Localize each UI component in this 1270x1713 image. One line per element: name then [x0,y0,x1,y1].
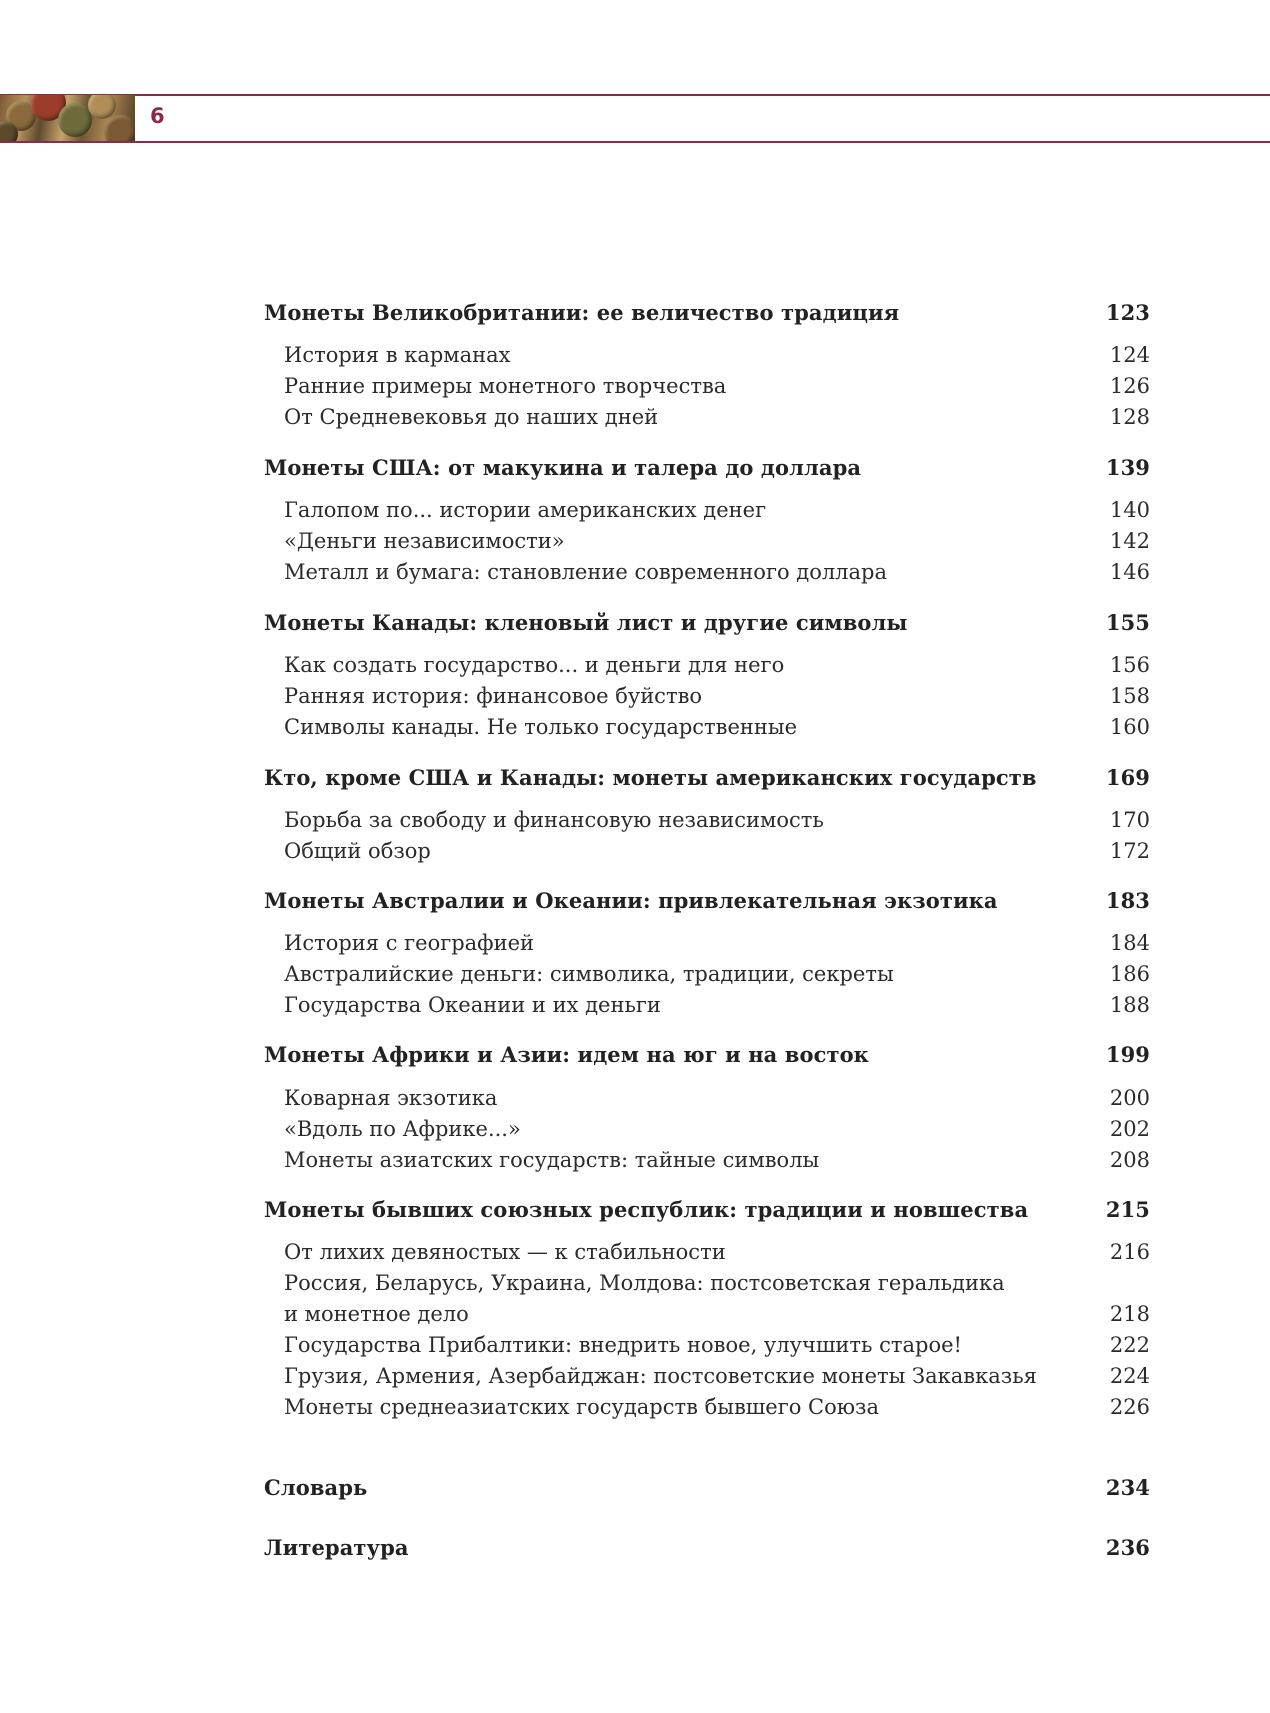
toc-chapter-entry[interactable] [264,888,1150,918]
toc-entry-title: Как создать государство... и деньги для него [284,653,785,677]
toc-entry-title: Россия, Беларусь, Украина, Молдова: постсоветская геральдика [284,1271,1005,1295]
toc-entry-page: 208 [1109,1148,1150,1172]
toc-entry-page: 128 [1109,405,1150,429]
toc-entry-title: История с географией [284,931,535,955]
toc-entry-page: 236 [1105,1535,1150,1560]
toc-entry-title: История в карманах [284,343,511,367]
toc-entry-page: 199 [1105,1042,1150,1067]
toc-entry-page: 123 [1105,300,1150,325]
toc-entry-title: Монеты США: от макукина и талера до доллара [264,455,862,480]
toc-subsection-entry[interactable] [264,1302,1150,1332]
toc-entry-title: Монеты Канады: кленовый лист и другие символы [264,610,908,635]
toc-entry-page: 146 [1109,560,1150,584]
toc-entry-title: Кто, кроме США и Канады: монеты американских государств [264,765,1037,790]
toc-entry-title: Общий обзор [284,839,431,863]
toc-entry-page: 202 [1109,1117,1150,1141]
toc-chapter-entry[interactable] [264,455,1150,485]
toc-subsection-entry[interactable] [264,653,1150,683]
toc-entry-page: 139 [1105,455,1150,480]
toc-entry-title: Австралийские деньги: символика, традиции, секреты [284,962,894,986]
toc-entry-page: 184 [1109,931,1150,955]
toc-subsection-entry[interactable] [264,715,1150,745]
toc-entry-title: Металл и бумага: становление современного доллара [284,560,888,584]
toc-entry-page: 224 [1109,1364,1150,1388]
toc-chapter-entry[interactable] [264,1535,1150,1565]
page-number: 6 [150,104,165,128]
toc-chapter-entry[interactable] [264,1042,1150,1072]
coin-photo-strip [0,95,135,141]
toc-entry-title: Галопом по... истории американских денег [284,498,767,522]
toc-subsection-entry[interactable] [264,931,1150,961]
toc-subsection-entry[interactable] [264,1271,1150,1301]
toc-entry-page: 186 [1109,962,1150,986]
toc-chapter-entry[interactable] [264,1475,1150,1505]
toc-entry-page: 215 [1105,1197,1150,1222]
toc-entry-title: Монеты Австралии и Океании: привлекательная экзотика [264,888,998,913]
toc-subsection-entry[interactable] [264,1395,1150,1425]
toc-entry-title: Борьба за свободу и финансовую независимость [284,808,824,832]
toc-subsection-entry[interactable] [264,1333,1150,1363]
toc-entry-page: 158 [1109,684,1150,708]
toc-entry-page: 218 [1109,1302,1150,1326]
toc-subsection-entry[interactable] [264,529,1150,559]
toc-subsection-entry[interactable] [264,498,1150,528]
toc-entry-title: Литература [264,1535,409,1560]
toc-entry-page: 222 [1109,1333,1150,1357]
toc-subsection-entry[interactable] [264,1148,1150,1178]
header-top-rule [0,94,1270,96]
toc-entry-title: От Средневековья до наших дней [284,405,659,429]
toc-entry-title: Монеты бывших союзных республик: традиции и новшества [264,1197,1029,1222]
toc-entry-title: Символы канады. Не только государственные [284,715,798,739]
toc-subsection-entry[interactable] [264,808,1150,838]
toc-subsection-entry[interactable] [264,374,1150,404]
toc-entry-page: 140 [1109,498,1150,522]
toc-entry-page: 183 [1105,888,1150,913]
toc-entry-page: 169 [1105,765,1150,790]
toc-entry-page: 200 [1109,1086,1150,1110]
toc-entry-page: 155 [1105,610,1150,635]
toc-entry-title: Монеты азиатских государств: тайные символы [284,1148,820,1172]
toc-subsection-entry[interactable] [264,839,1150,869]
toc-subsection-entry[interactable] [264,560,1150,590]
toc-entry-page: 160 [1109,715,1150,739]
toc-chapter-entry[interactable] [264,765,1150,795]
toc-entry-title: От лихих девяностых — к стабильности [284,1240,726,1264]
toc-chapter-entry[interactable] [264,1197,1150,1227]
toc-entry-title: и монетное дело [284,1302,469,1326]
page-header [0,94,1270,142]
toc-entry-title: «Деньги независимости» [284,529,565,553]
toc-subsection-entry[interactable] [264,1086,1150,1116]
toc-entry-page: 216 [1109,1240,1150,1264]
toc-entry-page: 126 [1109,374,1150,398]
toc-entry-page: 142 [1109,529,1150,553]
toc-entry-page: 124 [1109,343,1150,367]
toc-entry-title: Коварная экзотика [284,1086,498,1110]
toc-subsection-entry[interactable] [264,405,1150,435]
toc-subsection-entry[interactable] [264,1240,1150,1270]
toc-entry-title: Грузия, Армения, Азербайджан: постсоветские монеты Закавказья [284,1364,1037,1388]
toc-subsection-entry[interactable] [264,1364,1150,1394]
toc-subsection-entry[interactable] [264,343,1150,373]
toc-entry-title: Ранняя история: финансовое буйство [284,684,703,708]
toc-entry-page: 172 [1109,839,1150,863]
toc-entry-page: 234 [1105,1475,1150,1500]
toc-entry-title: «Вдоль по Африке...» [284,1117,521,1141]
toc-subsection-entry[interactable] [264,684,1150,714]
toc-entry-page: 226 [1109,1395,1150,1419]
toc-entry-page: 170 [1109,808,1150,832]
toc-subsection-entry[interactable] [264,962,1150,992]
toc-entry-title: Государства Океании и их деньги [284,993,661,1017]
header-bottom-rule [0,141,1270,143]
toc-subsection-entry[interactable] [264,1117,1150,1147]
toc-entry-title: Монеты среднеазиатских государств бывшего Союза [284,1395,880,1419]
toc-entry-title: Государства Прибалтики: внедрить новое, улучшить старое! [284,1333,962,1357]
toc-entry-title: Монеты Африки и Азии: идем на юг и на восток [264,1042,869,1067]
toc-entry-title: Ранние примеры монетного творчества [284,374,727,398]
toc-chapter-entry[interactable] [264,300,1150,330]
toc-entry-title: Монеты Великобритании: ее величество традиция [264,300,900,325]
toc-entry-page: 188 [1109,993,1150,1017]
toc-chapter-entry[interactable] [264,610,1150,640]
toc-entry-title: Словарь [264,1475,368,1500]
toc-subsection-entry[interactable] [264,993,1150,1023]
toc-entry-page: 156 [1109,653,1150,677]
